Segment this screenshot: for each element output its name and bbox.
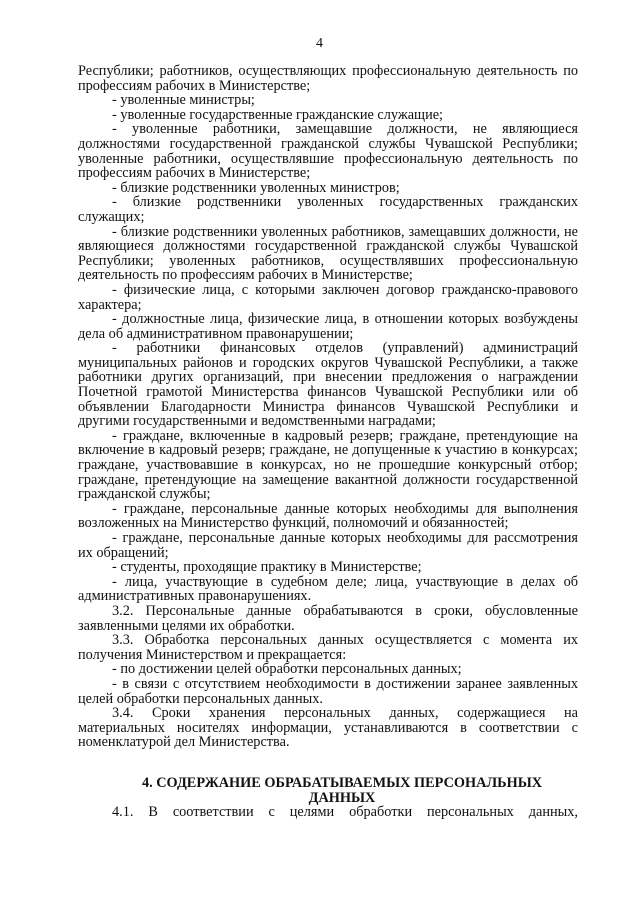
section-heading bbox=[78, 776, 578, 805]
paragraph: - граждане, персональные данные которых необходимы для рассмотрения их обращений; bbox=[78, 530, 578, 561]
body-text bbox=[78, 64, 578, 820]
word: целями bbox=[289, 804, 335, 821]
paragraph: - близкие родственники уволенных работников, замещавших должности, не являющиеся должностями государственной гражданской службы Чувашской Республики; уволенных работников, осуществлявших профессиональную деятельность по профессиям рабочих в Министерстве; bbox=[78, 223, 578, 284]
paragraph: 3.4. Сроки хранения персональных данных, содержащиеся на материальных носителях информации, устанавливаются в соответствии с номенклатурой дел Министерства. bbox=[78, 705, 578, 751]
paragraph: - по достижении целей обработки персональных данных; bbox=[112, 661, 462, 678]
section-heading-line-1: 4. СОДЕРЖАНИЕ ОБРАБАТЫВАЕМЫХ ПЕРСОНАЛЬНЫХ bbox=[141, 774, 543, 791]
word: персональных bbox=[427, 804, 514, 821]
word: соответствии bbox=[172, 804, 254, 821]
word: В bbox=[148, 804, 158, 821]
page-number: 4 bbox=[316, 36, 323, 51]
paragraph: - лица, участвующие в судебном деле; лица, участвующие в делах об административных правонарушениях. bbox=[78, 573, 578, 605]
paragraph: - близкие родственники уволенных государственных гражданских служащих; bbox=[78, 194, 578, 225]
paragraph: 3.3. Обработка персональных данных осуществляется с момента их получения Министерством и прекращается: bbox=[78, 632, 578, 663]
paragraph: Республики; работников, осуществляющих профессиональную деятельность по профессиям рабочих в Министерстве; bbox=[78, 63, 578, 94]
paragraph: - работники финансовых отделов (управлений) администраций муниципальных районов и городских округов Чувашской Республики, а также работники других организаций, при внесении предложения о награждении Почетной грамотой Министерства финансов Чувашской Республики или об объявлении Благодарности Министра финансов Чувашской Республики и другими государственными и ведомственными наградами; bbox=[78, 340, 578, 430]
paragraph: - близкие родственники уволенных министров; bbox=[112, 179, 400, 196]
paragraph: - граждане, персональные данные которых необходимы для выполнения возложенных на Министерство функций, полномочий и обязанностей; bbox=[78, 500, 578, 532]
section-heading-line-2: ДАННЫХ bbox=[308, 789, 376, 806]
paragraph-4-1-first-line bbox=[78, 805, 578, 820]
paragraph: - уволенные министры; bbox=[112, 92, 255, 109]
paragraph: - должностные лица, физические лица, в отношении которых возбуждены дела об административном правонарушении; bbox=[78, 311, 578, 342]
paragraph: - уволенные работники, замещавшие должности, не являющиеся должностями государственной гражданской службы Чувашской Республики; уволенные работники, осуществлявшие профессиональную деятельность по профессиям рабочих в Министерстве; bbox=[78, 121, 578, 182]
word: обработки bbox=[349, 804, 413, 821]
paragraph: - студенты, проходящие практику в Министерстве; bbox=[112, 559, 422, 576]
paragraph: - в связи с отсутствием необходимости в достижении заранее заявленных целей обработки персональных данных. bbox=[78, 675, 578, 707]
paragraph: - граждане, включенные в кадровый резерв; граждане, претендующие на включение в кадровый резерв; граждане, не допущенные к участию в конкурсах; граждане, участвовавшие в конкурсах, но не прошедшие конкурсный отбор; граждане, претендующие на замещение вакантной должности государственной гражданской службы; bbox=[78, 427, 578, 503]
word: с bbox=[268, 804, 275, 821]
section-gap bbox=[78, 750, 578, 776]
word: 4.1. bbox=[112, 804, 134, 821]
paragraph: 3.2. Персональные данные обрабатываются в сроки, обусловленные заявленными целями их обработки. bbox=[78, 602, 578, 634]
paragraph: - физические лица, с которыми заключен договор гражданско-правового характера; bbox=[78, 281, 578, 313]
word: данных, bbox=[528, 804, 578, 821]
paragraph: - уволенные государственные гражданские служащие; bbox=[112, 106, 444, 123]
paragraph-list bbox=[78, 64, 578, 750]
